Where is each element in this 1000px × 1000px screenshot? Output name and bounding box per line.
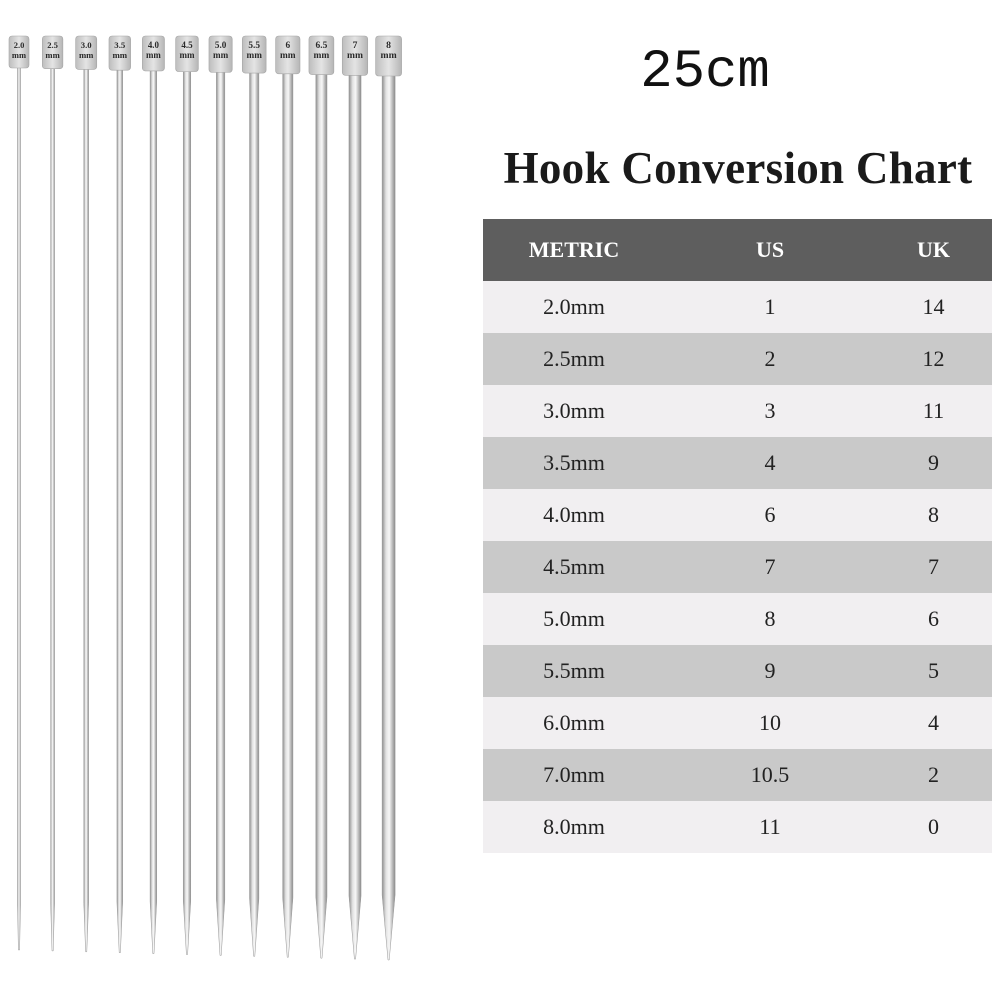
cell-metric: 3.0mm <box>483 385 665 437</box>
knitting-needle <box>76 36 97 952</box>
knitting-needle <box>242 36 266 956</box>
knitting-needle <box>42 36 63 951</box>
cell-us: 10.5 <box>665 749 875 801</box>
needle-shaft <box>216 70 224 955</box>
cell-metric: 5.5mm <box>483 645 665 697</box>
cell-metric: 2.5mm <box>483 333 665 385</box>
cell-metric: 6.0mm <box>483 697 665 749</box>
cell-metric: 8.0mm <box>483 801 665 853</box>
cell-us: 4 <box>665 437 875 489</box>
knitting-needle <box>176 36 199 955</box>
needle-shaft <box>18 66 21 950</box>
table-row <box>483 593 992 645</box>
needle-size-label: 4.0 <box>147 40 159 50</box>
knitting-needle <box>376 36 402 960</box>
cell-uk: 5 <box>875 645 992 697</box>
cell-uk: 7 <box>875 541 992 593</box>
table-row <box>483 489 992 541</box>
knitting-needle <box>209 36 232 955</box>
cell-us: 3 <box>665 385 875 437</box>
needle-unit-label: mm <box>145 50 161 60</box>
cell-metric: 2.0mm <box>483 281 665 333</box>
needle-unit-label: mm <box>78 50 94 60</box>
knitting-needle <box>142 36 164 954</box>
needle-size-label: 6 <box>285 41 291 51</box>
table-row <box>483 541 992 593</box>
cell-uk: 11 <box>875 385 992 437</box>
needle-unit-label: mm <box>45 50 60 60</box>
cell-uk: 14 <box>875 281 992 333</box>
needle-length-title: 25cm <box>640 42 770 103</box>
cell-uk: 0 <box>875 801 992 853</box>
chart-title: Hook Conversion Chart <box>503 143 973 193</box>
cell-uk: 8 <box>875 489 992 541</box>
table-row <box>483 801 992 853</box>
needle-size-label: 2.0 <box>13 40 25 50</box>
cell-metric: 4.5mm <box>483 541 665 593</box>
needle-size-label: 3.5 <box>114 40 126 50</box>
cell-uk: 12 <box>875 333 992 385</box>
cell-us: 2 <box>665 333 875 385</box>
table-header-row <box>483 219 992 281</box>
needle-shaft <box>183 70 191 955</box>
needle-shaft <box>150 69 157 954</box>
table-row <box>483 385 992 437</box>
needle-unit-label: mm <box>11 50 27 60</box>
knitting-needle <box>276 36 300 957</box>
table-row <box>483 333 992 385</box>
header-uk: UK <box>875 219 992 281</box>
needle-unit-label: mm <box>179 50 195 60</box>
table-row <box>483 749 992 801</box>
cell-us: 7 <box>665 541 875 593</box>
needle-size-label: 2.5 <box>47 40 58 50</box>
needle-shaft <box>117 68 123 953</box>
hook-conversion-table <box>483 219 992 853</box>
cell-uk: 6 <box>875 593 992 645</box>
cell-us: 6 <box>665 489 875 541</box>
cell-metric: 7.0mm <box>483 749 665 801</box>
needle-unit-label: mm <box>112 50 128 60</box>
cell-metric: 4.0mm <box>483 489 665 541</box>
needle-unit-label: mm <box>313 51 330 61</box>
needle-shaft <box>382 74 395 960</box>
needle-size-label: 6.5 <box>315 41 328 51</box>
header-metric: METRIC <box>483 219 665 281</box>
cell-us: 8 <box>665 593 875 645</box>
knitting-needle <box>109 36 131 953</box>
needle-shaft <box>84 67 89 951</box>
needle-unit-label: mm <box>380 50 397 61</box>
needle-size-label: 5.5 <box>248 41 260 51</box>
needle-shaft <box>283 72 293 957</box>
needle-unit-label: mm <box>347 50 363 61</box>
cell-us: 11 <box>665 801 875 853</box>
cell-metric: 5.0mm <box>483 593 665 645</box>
needle-size-label: 8 <box>386 40 392 51</box>
knitting-needles-set <box>0 0 440 1000</box>
cell-us: 10 <box>665 697 875 749</box>
knitting-needle <box>9 36 29 950</box>
cell-uk: 2 <box>875 749 992 801</box>
header-us: US <box>665 219 875 281</box>
needle-size-label: 5.0 <box>214 40 227 50</box>
cell-uk: 4 <box>875 697 992 749</box>
needle-size-label: 4.5 <box>181 40 193 50</box>
cell-metric: 3.5mm <box>483 437 665 489</box>
table-row <box>483 437 992 489</box>
table-row <box>483 645 992 697</box>
knitting-needle <box>309 36 334 958</box>
needle-shaft <box>349 73 361 959</box>
needle-size-label: 3.0 <box>80 40 92 50</box>
cell-us: 1 <box>665 281 875 333</box>
table-row <box>483 281 992 333</box>
table-row <box>483 697 992 749</box>
cell-uk: 9 <box>875 437 992 489</box>
cell-us: 9 <box>665 645 875 697</box>
needle-unit-label: mm <box>246 51 262 61</box>
needle-unit-label: mm <box>212 50 229 60</box>
needle-shaft <box>51 67 55 951</box>
knitting-needle <box>342 36 367 959</box>
needle-shaft <box>250 71 259 956</box>
needle-unit-label: mm <box>280 51 296 61</box>
needle-shaft <box>316 73 327 959</box>
needle-size-label: 7 <box>352 40 358 51</box>
